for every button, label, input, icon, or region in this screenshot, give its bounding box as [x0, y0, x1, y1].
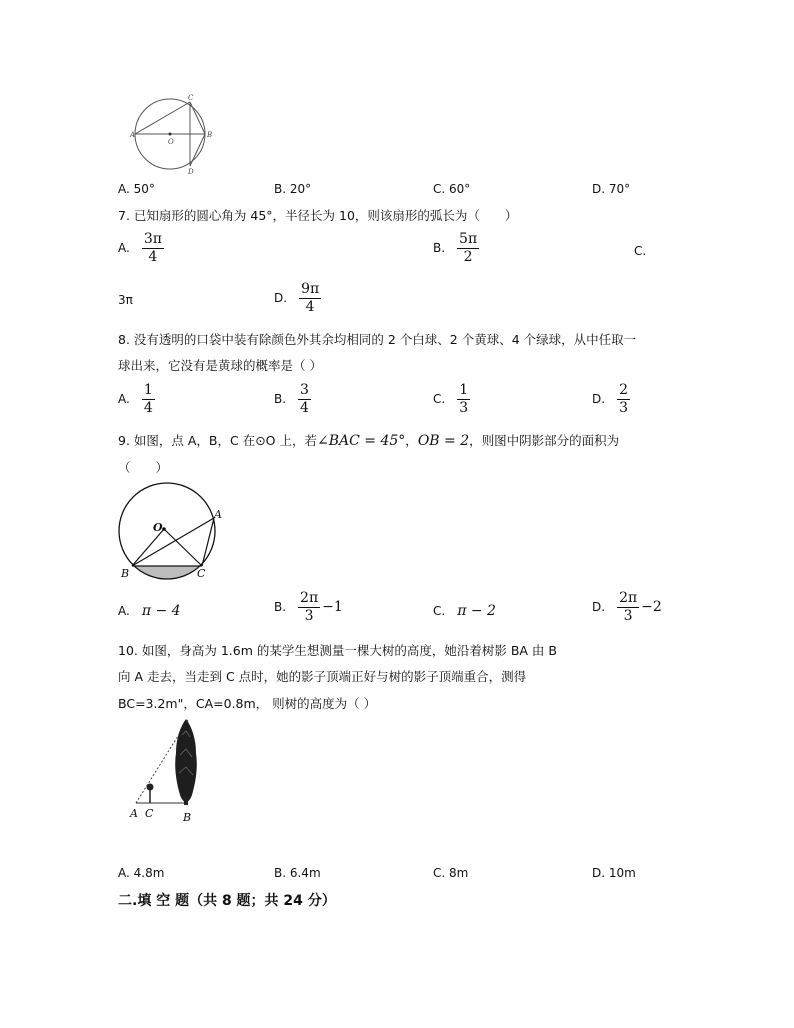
q7-c-prefix[interactable]: C.	[634, 244, 647, 258]
q7-option-b[interactable]	[433, 232, 479, 264]
q8-d-fraction: $\frac{2}{3}$	[619, 382, 628, 416]
q9-a-expr: π − 4	[141, 603, 181, 619]
q7-b-fraction: $\frac{5\pi}{2}$	[459, 231, 478, 265]
q7-option-a[interactable]	[118, 232, 164, 264]
q7-d-fraction: $\frac{9\pi}{4}$	[301, 281, 320, 315]
q7-stem: 7. 已知扇形的圆心角为 45°，半径长为 10，则该扇形的弧长为（ ）	[118, 208, 518, 223]
q9-d-fraction: $\frac{2\pi}{3}$	[619, 590, 638, 624]
q10-stem-line1: 10. 如图，身高为 1.6m 的某学生想测量一棵大树的高度，她沿着树影 BA 由 B	[118, 643, 557, 658]
q8-option-c[interactable]	[433, 383, 470, 415]
q6-option-d[interactable]: D. 70°	[592, 182, 631, 196]
q9-ob-expr: OB = 2	[417, 433, 470, 449]
fig9-label-c: C	[197, 567, 206, 580]
q10-stem-line2: 向 A 走去，当走到 C 点时，她的影子顶端正好与树的影子顶端重合，测得	[118, 669, 527, 684]
q9-d-tail: −2	[641, 599, 662, 616]
q9-a-prefix: A.	[118, 604, 130, 618]
q9-option-d[interactable]	[592, 591, 662, 623]
q9-c-expr: π − 2	[457, 603, 496, 619]
q6-option-c[interactable]: C. 60°	[433, 182, 471, 196]
q7-b-prefix: B.	[433, 241, 446, 256]
q9-b-fraction: $\frac{2\pi}{3}$	[300, 590, 319, 624]
q8-c-fraction: $\frac{1}{3}$	[459, 382, 469, 416]
q7-c-value: 3π	[118, 293, 133, 307]
q8-c-prefix: C.	[433, 392, 446, 407]
q9-option-c[interactable]	[433, 603, 496, 619]
q8-option-b[interactable]	[274, 383, 311, 415]
section2-title: 二.填 空 题（共 8 题；共 24 分）	[118, 893, 336, 909]
q10-option-a[interactable]: A. 4.8m	[118, 866, 165, 880]
q8-option-d[interactable]	[592, 383, 630, 415]
q8-d-prefix: D.	[592, 392, 606, 407]
q10-tree-figure	[126, 715, 216, 827]
q10-option-c[interactable]: C. 8m	[433, 866, 469, 880]
q7-d-prefix: D.	[274, 291, 288, 306]
q9-angle-expr: ∠BAC = 45°	[317, 433, 406, 449]
fig10-label-a: A	[130, 807, 138, 820]
q6-circle-figure	[128, 94, 218, 174]
q8-stem-line1: 8. 没有透明的口袋中装有除颜色外其余均相同的 2 个白球、2 个黄球、4 个绿球，从中任取一	[118, 332, 637, 347]
q9-circle-figure	[112, 484, 230, 584]
fig6-label-c: C	[188, 94, 194, 102]
q6-option-b[interactable]: B. 20°	[274, 182, 312, 196]
q8-stem-line2: 球出来，它没有是黄球的概率是（ ）	[118, 358, 322, 373]
q9-option-a[interactable]	[118, 603, 181, 619]
q9-stem-line2: （ ）	[118, 460, 169, 475]
q8-option-a[interactable]	[118, 383, 155, 415]
fig10-label-b: B	[183, 811, 192, 824]
fig9-label-a: A	[214, 508, 222, 521]
fig6-label-o: O	[168, 138, 174, 146]
q9-stem-line1: 9. 如图，点 A，B，C 在⊙O 上，若∠BAC = 45°，OB = 2，则图中阴影部分的面积为	[118, 433, 620, 449]
q9-option-b[interactable]	[274, 591, 343, 623]
q8-b-fraction: $\frac{3}{4}$	[300, 382, 309, 416]
fig6-label-a: A	[130, 131, 136, 139]
q7-a-fraction: $\frac{3\pi}{4}$	[143, 231, 162, 265]
q8-a-fraction: $\frac{1}{4}$	[143, 382, 153, 416]
q10-option-b[interactable]: B. 6.4m	[274, 866, 321, 880]
fig10-label-c: C	[145, 807, 154, 820]
q7-option-d[interactable]	[274, 282, 321, 314]
q6-option-a[interactable]: A. 50°	[118, 182, 155, 196]
fig6-label-d: D	[188, 168, 194, 176]
q9-b-tail: −1	[322, 599, 343, 616]
q7-a-prefix: A.	[118, 241, 130, 256]
q9-d-prefix: D.	[592, 600, 606, 615]
fig9-label-o: O	[153, 521, 163, 534]
q8-b-prefix: B.	[274, 392, 287, 407]
q10-option-d[interactable]: D. 10m	[592, 866, 636, 880]
q9-b-prefix: B.	[274, 600, 287, 615]
q9-c-prefix: C.	[433, 604, 446, 618]
q8-a-prefix: A.	[118, 392, 130, 407]
fig6-label-b: B	[207, 131, 213, 139]
q10-stem-line3: BC=3.2m"，CA=0.8m， 则树的高度为（ ）	[118, 696, 377, 711]
fig9-label-b: B	[121, 567, 130, 580]
